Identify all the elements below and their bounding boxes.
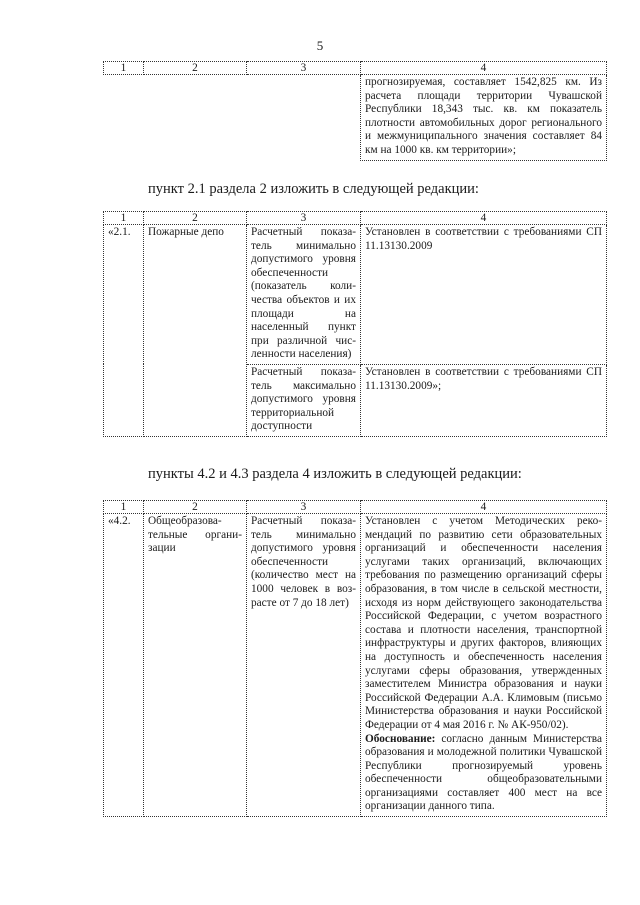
justification-text: согласно данным Министерства образования и молодежной политики Чувашской Республики прогнозируемый уровень обеспеченности общеобразовательными организациями составляет 400 мест на все организации данного типа. — [365, 732, 602, 813]
table-row — [104, 514, 607, 817]
col-header-3: 3 — [247, 501, 361, 514]
page-number: 5 — [316, 38, 324, 53]
col-header-1: 1 — [104, 501, 144, 514]
object-name: Общеобразовательные организации — [144, 514, 247, 817]
continuation-table — [103, 61, 607, 161]
column-header-row — [104, 62, 607, 75]
col-header-4: 4 — [361, 212, 607, 225]
justification-paragraph — [365, 733, 602, 815]
col-header-2: 2 — [144, 501, 247, 514]
row-number: «4.2. — [104, 514, 144, 817]
continuation-text: прогнозируемая, составляет 1542,825 км. Из расчета площади территории Чувашской Республики 18,343 тыс. кв. км показатель плотности автомобильных дорог регионального и межмуниципального значения составляет 84 км на 1000 кв. км территории»; — [361, 75, 607, 161]
indicator-max-accessibility: Расчетный показатель максимально допустимого уровня территориальной доступности — [247, 364, 361, 436]
section-heading-4-2: пункты 4.2 и 4.3 раздела 4 изложить в следующей редакции: — [148, 466, 522, 482]
table-row — [104, 225, 607, 365]
indicator-min-provision: Расчетный показатель минимально допустимого уровня обеспеченности (количество мест на 1000 человек в возрасте от 7 до 18 лет) — [247, 514, 361, 817]
object-name: Пожарные депо — [144, 225, 247, 437]
indicator-value — [361, 514, 607, 817]
col-header-2: 2 — [144, 62, 247, 75]
col-header-4: 4 — [361, 501, 607, 514]
col-header-3: 3 — [247, 212, 361, 225]
justification-label: Обоснование: — [365, 732, 436, 745]
section-heading-2-1: пункт 2.1 раздела 2 изложить в следующей редакции: — [148, 181, 479, 197]
column-header-row — [104, 212, 607, 225]
fire-stations-table — [103, 211, 607, 437]
indicator-min-provision: Расчетный показатель минимально допустимого уровня обеспеченности (показатель количества объектов и их площади на населенный пункт при различной численности населения) — [247, 225, 361, 365]
col-header-1: 1 — [104, 62, 144, 75]
row-number: «2.1. — [104, 225, 144, 437]
indicator-value: Установлен в соответствии с требованиями СП 11.13130.2009»; — [361, 364, 607, 436]
value-main-text: Установлен с учетом Методических рекомендаций по развитию сети образовательных организаций и обеспеченности населения услугами таких организаций, включающих требования по размещению организаций сферы образования, в том числе в сельской местности, исходя из норм действующего законодательства Российской Федерации, с учетом возрастного состава и плотности населения, транспортной инфраструктуры и других факторов, влияющих на доступность и обеспеченность населения услугами сферы образования, утвержденных заместителем Министра образования и науки Российской Федерации А.А. Климовым (письмо Министерства образования и науки Российской Федерации от 4 мая 2016 г. № АК-950/02). — [365, 515, 602, 731]
col-header-2: 2 — [144, 212, 247, 225]
col-header-4: 4 — [361, 62, 607, 75]
col-header-3: 3 — [247, 62, 361, 75]
col-header-1: 1 — [104, 212, 144, 225]
schools-table — [103, 500, 607, 817]
table-row — [104, 75, 607, 161]
column-header-row — [104, 501, 607, 514]
indicator-value: Установлен в соответствии с требованиями СП 11.13130.2009 — [361, 225, 607, 365]
